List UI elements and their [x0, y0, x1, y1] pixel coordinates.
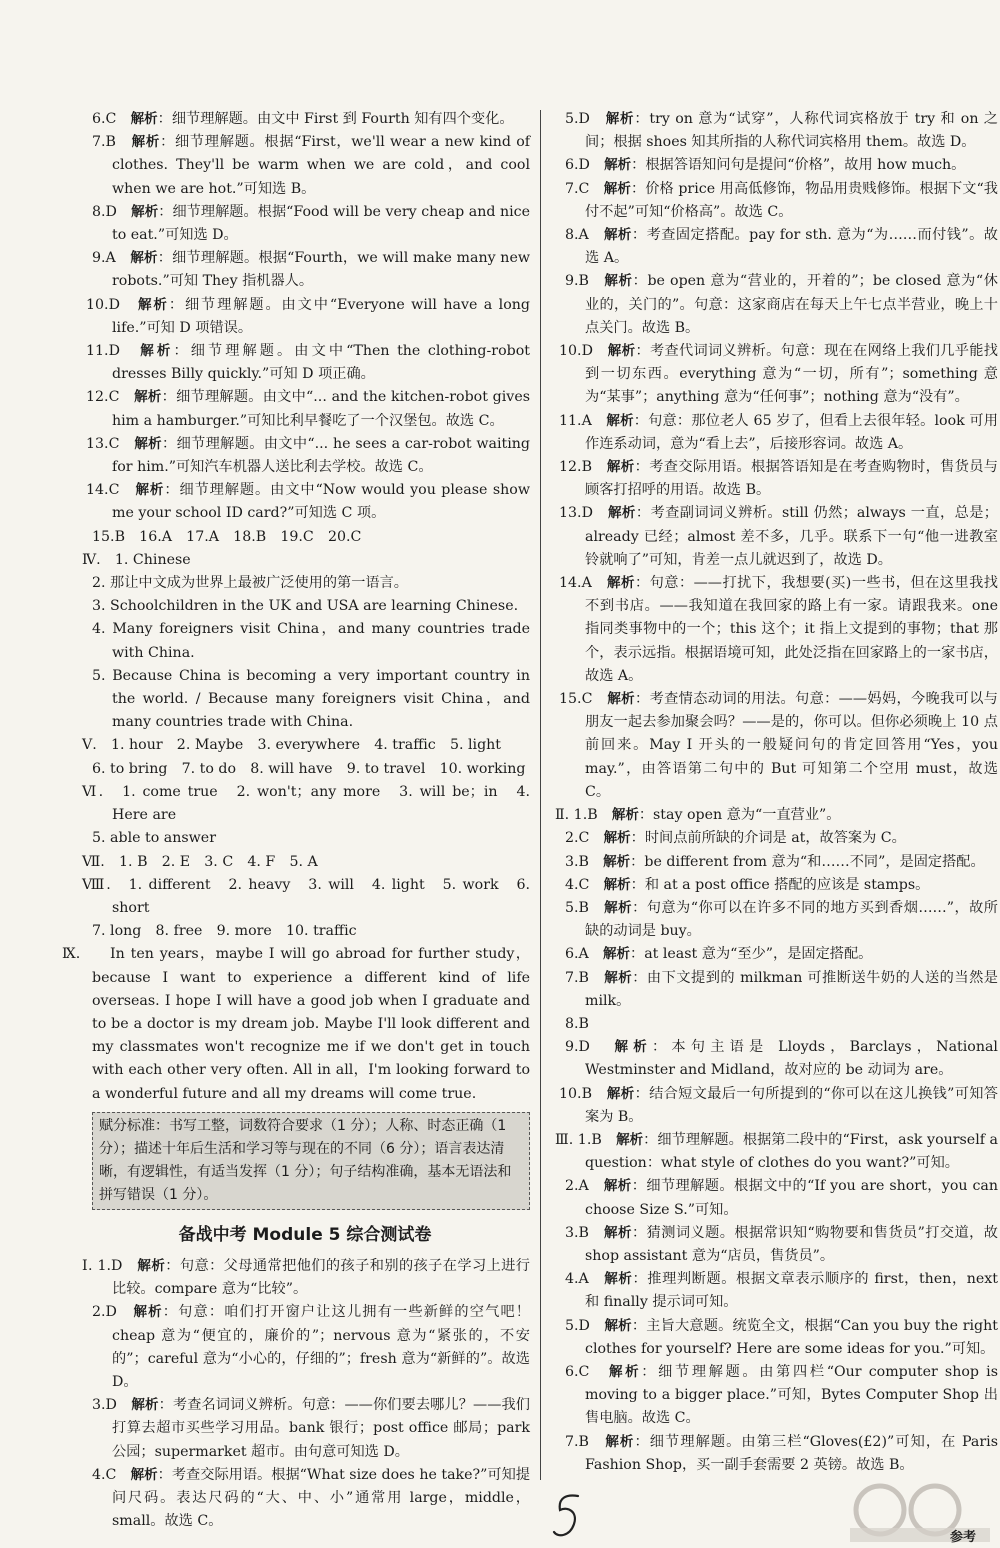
analysis-label: 解析: [137, 296, 169, 313]
answer-body: 细节理解题。由文中“Then the clothing-robot dresses Billy quickly.”可知 D 项正确。: [112, 343, 530, 383]
analysis-label: 解析: [607, 343, 636, 360]
answer-number: Ⅲ. 1.B: [555, 1131, 602, 1148]
answer-body: 1. Chinese: [114, 551, 191, 568]
analysis-label: 解析: [137, 1257, 166, 1274]
analysis-label: 解析: [608, 1363, 642, 1380]
answer-number: 9.D: [565, 1039, 590, 1056]
answer-body: be different from 意为“和……不同”，是固定搭配。: [644, 853, 985, 870]
answer-number: Ⅰ. 1.D: [82, 1257, 123, 1274]
analysis-label: 解析: [603, 830, 631, 847]
answer-body: 句意：咱们打开窗户让这儿拥有一些新鲜的空气吧！cheap 意为“便宜的，廉价的”；nervous 意为“紧张的，不安的”；careful 意为“小心的，仔细的”；fresh 意为“新鲜的”。故选 D。: [112, 1304, 530, 1390]
answer-number: 10.D: [559, 343, 593, 360]
answer-body: 1. different 2. heavy 3. will 4. light 5. work 6. short: [112, 876, 530, 916]
answer-body: 1. B 2. E 3. C 4. F 5. A: [119, 853, 318, 870]
answer-number: 8.A: [565, 227, 589, 244]
answer-number: 7.B: [565, 1433, 589, 1450]
answer-number: 5.D: [565, 111, 590, 127]
answer-body: 3. Schoolchildren in the UK and USA are learning Chinese.: [92, 598, 519, 615]
answer-number: 4.C: [92, 1466, 117, 1483]
answer-item: 2.D 解析：句意：咱们打开窗户让这儿拥有一些新鲜的空气吧！cheap 意为“便宜的，廉价的”；nervous 意为“紧张的，不安的”；careful 意为“小心的，仔细的”；fresh 意为“新鲜的”。故选 D。: [92, 1304, 530, 1390]
answer-item: 8.D 解析：细节理解题。根据“Food will be very cheap and nice to eat.”可知选 D。: [92, 203, 531, 244]
analysis-label: 解析: [606, 459, 635, 476]
answer-item: Ⅰ. 1.D 解析：句意：父母通常把他们的孩子和别的孩子在学习上进行比较。compare 意为“比较”。: [82, 1257, 530, 1298]
answer-number: 9.A: [92, 250, 116, 267]
answer-body: try on 意为“试穿”，人称代词宾格放于 try 和 on 之间；根据 shoes 知其所指的人称代词宾格用 them。故选 D。: [585, 111, 998, 151]
answer-number: 7.B: [92, 134, 116, 151]
answer-item: 6.C 解析：细节理解题。由第四栏“Our computer shop is moving to a bigger place.”可知，Bytes Computer Shop 出售电脑。故选 C。: [565, 1363, 998, 1427]
answer-number: Ⅴ.: [82, 737, 97, 754]
answer-number: Ⅵ.: [82, 783, 104, 800]
answer-number: 12.B: [559, 459, 592, 476]
scoring-criteria-box: [92, 1112, 530, 1210]
answer-body: 句意：——打扰下，我想要(买)一些书，但在这里我找不到书店。——我知道在我回家的路上有一家。请跟我来。one 指同类事物中的一个；this 这个；it 指上文提到的事物；that 那个，表示远指。根据语境可知，此处泛指在回家路上的一家书店，故选 A。: [585, 575, 998, 684]
analysis-label: 解析: [611, 807, 639, 824]
answer-number: 6.C: [565, 1363, 590, 1380]
answer-number: 11.D: [86, 343, 120, 360]
answer-body: 2. 那让中文成为世界上最被广泛使用的第一语言。: [92, 575, 408, 592]
answer-body: 价格 price 用高低修饰，物品用贵贱修饰。根据下文“我付不起”可知“价格高”。故选 C。: [585, 180, 998, 220]
answer-item: 11.A 解析：句意：那位老人 65 岁了，但看上去很年轻。look 可用作连系动词，意为“看上去”，后接形容词。故选 A。: [559, 412, 998, 452]
answer-item: 4.A 解析：推理判断题。根据文章表示顺序的 first，then，next 和 finally 提示词可知。: [565, 1271, 998, 1311]
analysis-label: 解析: [604, 157, 632, 174]
answer-item: 7.C 解析：价格 price 用高低修饰，物品用贵贱修饰。根据下文“我付不起”可知“价格高”。故选 C。: [565, 180, 998, 220]
answer-number: 12.C: [86, 389, 120, 406]
analysis-label: 解析: [603, 946, 630, 963]
analysis-label: 解析: [606, 575, 635, 592]
answer-item: [80, 595, 530, 618]
answer-body: 考查交际用语。根据“What size does he take?”可知提问尺码。表达尺码的“大、中、小”通常用 large，middle，small。故选 C。: [112, 1466, 530, 1530]
answer-item: 7.B 解析：由下文提到的 milkman 可推断送牛奶的人送的当然是 milk。: [565, 969, 998, 1009]
answer-item: 13.D 解析：考查副词词义辨析。still 仍然；always 一直，总是；already 已经；almost 差不多，几乎。联系下一句“他一进教室铃就响了”可知，肯差一点儿就迟到了，故选 D。: [559, 505, 998, 568]
answer-number: Ⅳ.: [82, 551, 101, 568]
corner-label: 参考: [950, 1530, 977, 1545]
answer-number: 8.B: [565, 1015, 589, 1032]
answer-body: 句意为“你可以在许多不同的地方买到香烟……”，故所缺的动词是 buy。: [585, 899, 998, 940]
analysis-label: 解析: [133, 1304, 163, 1321]
answer-body: 考查名词词义辨析。句意：——你们要去哪儿？——我们打算去超市买些学习用品。bank 银行；post office 邮局；park 公园；supermarket 超市。由句意可知选 D。: [112, 1397, 530, 1460]
answer-body: 6. to bring 7. to do 8. will have 9. to travel 10. working: [92, 760, 526, 777]
answer-item: [80, 618, 530, 664]
answer-item: 6.C 解析：细节理解题。由文中 First 到 Fourth 知有四个变化。: [92, 111, 514, 127]
answer-body: 1. hour 2. Maybe 3. everywhere 4. traffic 5. light: [110, 737, 501, 754]
analysis-label: 解析: [130, 1466, 158, 1483]
answer-body: 细节理解题。根据“Fourth，we will make many new robots.”可知 They 指机器人。: [112, 250, 530, 290]
answer-item: 10.D 解析：考查代词词义辨析。句意：现在在网络上我们几乎能找到一切东西。everything 意为“一切，所有”；something 意为“某事”；anything 意为“任何事”；nothing 意为“没有”。: [559, 343, 998, 406]
answer-body: 5. able to answer: [92, 830, 216, 847]
answer-body: 考查情态动词的用法。句意：——妈妈，今晚我可以与朋友一起去参加聚会吗？——是的，你可以。但你必须晚上 10 点前回来。May I 开头的一般疑问句的肯定回答用“Yes，you may.”，由答语第二句中的 But 可知第二个空用 must，故选 C。: [585, 691, 998, 800]
analysis-label: 解析: [134, 389, 162, 406]
answer-body: stay open 意为“一直营业”。: [653, 807, 841, 824]
analysis-label: 解析: [130, 250, 158, 267]
answer-number: 13.C: [86, 435, 120, 452]
answer-item: [80, 920, 530, 943]
answer-body: 句意：父母通常把他们的孩子和别的孩子在学习上进行比较。compare 意为“比较”。: [112, 1257, 530, 1298]
answer-body: 猜测词义题。根据常识知“购物要和售货员”打交道，故 shop assistant 意为“店员，售货员”。: [585, 1224, 998, 1264]
answer-item: 12.B 解析：考查交际用语。根据答语知是在考查购物时，售货员与顾客打招呼的用语。故选 B。: [559, 459, 998, 499]
answer-number: 9.B: [565, 273, 589, 290]
answer-body: 根据答语知问句是提问“价格”，故用 how much。: [645, 157, 966, 174]
answer-number: 13.D: [559, 505, 593, 522]
answer-number: 7.B: [565, 969, 589, 986]
answer-item: 4.C 解析：考查交际用语。根据“What size does he take?”可知提问尺码。表达尺码的“大、中、小”通常用 large，middle，small。故选 C。: [92, 1466, 530, 1530]
handwritten-mark-icon: [548, 1488, 588, 1548]
answer-body: 和 at a post office 搭配的应该是 stamps。: [644, 876, 930, 893]
answer-number: 2.C: [565, 830, 590, 847]
analysis-label: 解析: [130, 111, 158, 127]
answer-body: 考查代词词义辨析。句意：现在在网络上我们几乎能找到一切东西。everything 意为“一切，所有”；something 意为“某事”；anything 意为“任何事”；nothing 意为“没有”。: [585, 343, 998, 406]
answer-number: 4.C: [565, 876, 590, 893]
answer-number: Ⅷ.: [82, 876, 111, 893]
section-title: 备战中考 Module 5 综合测试卷: [178, 1224, 432, 1245]
answer-item: 6.D 解析：根据答语知问句是提问“价格”，故用 how much。: [565, 157, 966, 174]
answer-item: 12.C 解析：细节理解题。由文中“... and the kitchen-robot gives him a hamburger.”可知比利早餐吃了一个汉堡包。故选 C。: [86, 389, 530, 429]
analysis-label: 解析: [131, 203, 159, 220]
answer-body: 细节理解题。由文中“Now would you please show me your school ID card?”可知选 C 项。: [112, 482, 530, 522]
answer-number: 6.C: [92, 111, 117, 127]
answer-item: 6.A 解析：at least 意为“至少”，是固定搭配。: [565, 946, 873, 963]
answer-body: 句意：那位老人 65 岁了，但看上去很年轻。look 可用作连系动词，意为“看上去”，后接形容词。故选 A。: [585, 412, 998, 452]
analysis-label: 解析: [607, 691, 636, 708]
analysis-label: 解析: [604, 1271, 633, 1288]
answer-item: Ⅲ. 1.B 解析：细节理解题。根据第二段中的“First，ask yourself a question：what style of clothes do you want?”可知。: [555, 1131, 999, 1172]
left-column: [62, 108, 531, 1533]
answer-item: 3.B 解析：be different from 意为“和……不同”，是固定搭配。: [565, 853, 985, 870]
answer-number: 10.B: [559, 1085, 592, 1102]
answer-item: 10.D 解析：细节理解题。由文中“Everyone will have a long life.”可知 D 项错误。: [86, 296, 530, 336]
answer-item: 4.C 解析：和 at a post office 搭配的应该是 stamps。: [565, 876, 930, 893]
answer-item: 5.D 解析：try on 意为“试穿”，人称代词宾格放于 try 和 on 之间；根据 shoes 知其所指的人称代词宾格用 them。故选 D。: [565, 111, 998, 151]
answer-body: 7. long 8. free 9. more 10. traffic: [92, 923, 357, 940]
answer-body: 考查副词词义辨析。still 仍然；always 一直，总是；already 已经；almost 差不多，几乎。联系下一句“他一进教室铃就响了”可知，肯差一点儿就迟到了，故选 D。: [585, 505, 998, 568]
answer-item: 9.A 解析：细节理解题。根据“Fourth，we will make many new robots.”可知 They 指机器人。: [92, 250, 530, 290]
left-answers-part2: [80, 1255, 530, 1533]
answer-number: 10.D: [86, 296, 120, 313]
answer-number: 15.C: [559, 691, 593, 708]
analysis-label: 解析: [605, 1433, 635, 1450]
answer-item: 5.D 解析：主旨大意题。统览全文，根据“Can you buy the right clothes for yourself? Here are some ideas for you.”可知。: [565, 1317, 998, 1357]
answer-body: 细节理解题。根据“Food will be very cheap and nice to eat.”可知选 D。: [112, 203, 531, 244]
analysis-label: 解析: [604, 969, 633, 986]
answer-item: 9.D 解析：本句主语是 Lloyds，Barclays，National Westminster and Midland，故对应的 be 动词为 are。: [565, 1039, 998, 1079]
answer-item: [80, 734, 530, 757]
analysis-label: 解析: [134, 435, 163, 452]
answer-body: 5. Because China is becoming a very important country in the world. / Because many foreigners visit China，and many countries trade with China.: [92, 667, 530, 731]
essay-block: [62, 943, 530, 1105]
answer-body: 时间点前所缺的介词是 at，故答案为 C。: [644, 830, 906, 847]
scoring-criteria-text: 赋分标准：书写工整，词数符合要求（1 分）；人称、时态正确（1 分）；描述十年后生活和学习等与现在的不同（6 分）；语言表达清晰，有逻辑性，有适当发挥（1 分）；句子结构准确，基本无语法和拼写错误（1 分）。: [99, 1117, 512, 1203]
answer-body: 1. come true 2. won't；any more 3. will be；in 4. Here are: [112, 783, 530, 824]
answer-item: 14.C 解析：细节理解题。由文中“Now would you please show me your school ID card?”可知选 C 项。: [86, 482, 530, 522]
answer-item: 7.B 解析：细节理解题。根据“First，we'll wear a new kind of clothes. They'll be warm when we are cold，and cool when we are hot.”可知选 B。: [92, 134, 531, 197]
answer-item: [80, 526, 530, 549]
answer-number: 2.A: [565, 1178, 589, 1195]
answer-body: 本句主语是 Lloyds，Barclays，National Westminster and Midland，故对应的 be 动词为 are。: [585, 1039, 998, 1079]
analysis-label: 解析: [604, 1317, 632, 1334]
answer-item: 8.A 解析：考查固定搭配。pay for sth. 意为“为……而付钱”。故选 A。: [565, 227, 998, 267]
answer-body: be open 意为“营业的，开着的”；be closed 意为“休业的，关门的”。句意：这家商店在每天上午七点半营业，晚上十点关门。故选 B。: [585, 273, 998, 336]
answer-item: [80, 572, 530, 595]
analysis-label: 解析: [131, 1397, 159, 1414]
column-divider: [540, 110, 541, 1480]
answer-number: 7.C: [565, 180, 590, 197]
answer-number: 14.A: [559, 575, 592, 592]
answer-number: 2.D: [92, 1304, 117, 1321]
answer-item: 9.B 解析：be open 意为“营业的，开着的”；be closed 意为“休业的，关门的”。句意：这家商店在每天上午七点半营业，晚上十点关门。故选 B。: [565, 273, 998, 336]
answer-number: 3.D: [92, 1397, 117, 1414]
answer-body: 考查交际用语。根据答语知是在考查购物时，售货员与顾客打招呼的用语。故选 B。: [585, 459, 998, 499]
answer-item: [80, 758, 530, 781]
essay-text: In ten years，maybe I will go abroad for further study，because I want to experience a different kind of life overseas. I hope I will have a good job when I graduate and to be a doctor is my dream job. Maybe I'll look different and my classmates won't recognize me if we don't get in touch with each other very often. All in all，I'm looking forward to a wonderful future and all my dreams will come true.: [92, 946, 530, 1102]
answer-body: 由下文提到的 milkman 可推断送牛奶的人送的当然是 milk。: [585, 969, 998, 1009]
answer-item: [80, 665, 530, 735]
answer-number: 11.A: [559, 412, 592, 429]
analysis-label: 解析: [135, 482, 165, 499]
answer-body: 主旨大意题。统览全文，根据“Can you buy the right clothes for yourself? Here are some ideas for you.”可知。: [585, 1317, 998, 1357]
answer-number: 3.B: [565, 853, 589, 870]
analysis-label: 解析: [606, 412, 634, 429]
answer-item: 3.D 解析：考查名词词义辨析。句意：——你们要去哪儿？——我们打算去超市买些学习用品。bank 银行；post office 邮局；park 公园；supermarket 超市。由句意可知选 D。: [92, 1397, 530, 1460]
answer-item: [80, 827, 530, 850]
analysis-label: 解析: [605, 111, 635, 127]
analysis-label: 解析: [616, 1131, 644, 1148]
answer-body: 4. Many foreigners visit China，and many countries trade with China.: [92, 621, 530, 661]
left-answers-part1: [80, 108, 530, 943]
answer-body: 细节理解题。由文中 First 到 Fourth 知有四个变化。: [171, 111, 514, 127]
analysis-label: 解析: [604, 273, 633, 290]
analysis-label: 解析: [614, 1039, 652, 1056]
analysis-label: 解析: [604, 899, 633, 916]
right-column: [553, 108, 998, 1477]
analysis-label: 解析: [603, 1178, 632, 1195]
answer-body: 考查固定搭配。pay for sth. 意为“为……而付钱”。故选 A。: [585, 227, 998, 267]
answer-body: 15.B 16.A 17.A 18.B 19.C 20.C: [92, 528, 362, 545]
answer-number: 5.B: [565, 899, 589, 916]
answer-item: [80, 851, 530, 874]
analysis-label: 解析: [603, 853, 631, 870]
answer-item: 2.C 解析：时间点前所缺的介词是 at，故答案为 C。: [565, 830, 906, 847]
answer-body: 细节理解题。由第四栏“Our computer shop is moving to a bigger place.”可知，Bytes Computer Shop 出售电脑。故选 C。: [585, 1363, 998, 1427]
answer-body: 细节理解题。由文中“... he sees a car-robot waiting for him.”可知汽车机器人送比利去学校。故选 C。: [112, 435, 531, 476]
answer-body: at least 意为“至少”，是固定搭配。: [644, 946, 873, 963]
answer-item: 10.B 解析：结合短文最后一句所提到的“你可以在这儿换钱”可知答案为 B。: [559, 1085, 998, 1125]
answer-item: 2.A 解析：细节理解题。根据文中的“If you are short，you can choose Size S.”可知。: [565, 1178, 998, 1218]
answer-item: [80, 874, 530, 920]
answer-number: 14.C: [86, 482, 120, 499]
answer-body: 细节理解题。由文中“Everyone will have a long life.”可知 D 项错误。: [112, 296, 530, 336]
answer-number: Ⅱ. 1.B: [555, 807, 598, 824]
answer-number: 6.D: [565, 157, 590, 174]
answer-number: Ⅶ.: [82, 853, 105, 870]
answer-body: 细节理解题。由文中“... and the kitchen-robot gives him a hamburger.”可知比利早餐吃了一个汉堡包。故选 C。: [112, 389, 530, 429]
answer-item: 3.B 解析：猜测词义题。根据常识知“购物要和售货员”打交道，故 shop assistant 意为“店员，售货员”。: [565, 1224, 998, 1264]
analysis-label: 解析: [603, 227, 632, 244]
answer-item: 15.C 解析：考查情态动词的用法。句意：——妈妈，今晚我可以与朋友一起去参加聚会吗？——是的，你可以。但你必须晚上 10 点前回来。May I 开头的一般疑问句的肯定回答用“Yes，you may.”，由答语第二句中的 But 可知第二个空用 must，故选 C。: [559, 691, 998, 800]
answer-number: 6.A: [565, 946, 589, 963]
answer-item: 5.B 解析：句意为“你可以在许多不同的地方买到香烟……”，故所缺的动词是 buy。: [565, 899, 998, 940]
analysis-label: 解析: [603, 180, 631, 197]
analysis-label: 解析: [603, 876, 631, 893]
analysis-label: 解析: [140, 343, 174, 360]
right-answers: [553, 108, 998, 1477]
answer-number: 8.D: [92, 203, 117, 220]
answer-item: 13.C 解析：细节理解题。由文中“... he sees a car-robot waiting for him.”可知汽车机器人送比利去学校。故选 C。: [86, 435, 531, 476]
answer-number: 3.B: [565, 1224, 589, 1241]
answer-item: Ⅱ. 1.B 解析：stay open 意为“一直营业”。: [555, 807, 841, 824]
answer-body: 推理判断题。根据文章表示顺序的 first，then，next 和 finally 提示词可知。: [585, 1271, 998, 1311]
answer-item: 7.B 解析：细节理解题。由第三栏“Gloves(£2)”可知，在 Paris Fashion Shop，买一副手套需要 2 英镑。故选 B。: [565, 1433, 998, 1473]
answer-item: 14.A 解析：句意：——打扰下，我想要(买)一些书，但在这里我找不到书店。——我知道在我回家的路上有一家。请跟我来。one 指同类事物中的一个；this 这个；it 指上文提到的事物；that 那个，表示远指。根据语境可知，此处泛指在回家路上的一家书店，故选 A。: [559, 575, 998, 684]
answer-body: 细节理解题。根据第二段中的“First，ask yourself a question：what style of clothes do you want?”可知。: [585, 1131, 999, 1172]
answer-number: 4.A: [565, 1271, 589, 1288]
analysis-label: 解析: [131, 134, 161, 151]
analysis-label: 解析: [604, 1224, 632, 1241]
answer-body: 结合短文最后一句所提到的“你可以在这儿换钱”可知答案为 B。: [585, 1085, 998, 1125]
answer-item: [553, 1013, 998, 1036]
answer-number: 5.D: [565, 1317, 590, 1334]
answer-body: 细节理解题。由第三栏“Gloves(£2)”可知，在 Paris Fashion Shop，买一副手套需要 2 英镑。故选 B。: [585, 1433, 998, 1473]
answer-item: [80, 781, 530, 827]
answer-item: [80, 549, 530, 572]
answer-item: 11.D 解析：细节理解题。由文中“Then the clothing-robot dresses Billy quickly.”可知 D 项正确。: [86, 343, 530, 383]
answer-body: 细节理解题。根据文中的“If you are short，you can choose Size S.”可知。: [585, 1178, 998, 1218]
answer-body: 细节理解题。根据“First，we'll wear a new kind of clothes. They'll be warm when we are cold，and cool when we are hot.”可知选 B。: [112, 134, 531, 197]
analysis-label: 解析: [606, 1085, 635, 1102]
analysis-label: 解析: [608, 505, 636, 522]
essay-label: Ⅸ.: [62, 946, 81, 963]
